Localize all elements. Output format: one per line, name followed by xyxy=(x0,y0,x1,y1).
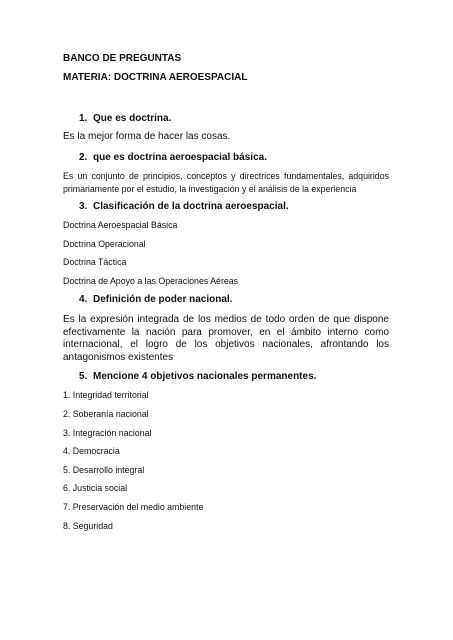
question-1-number: 1. xyxy=(79,113,88,124)
objective-item: 2. Soberanía nacional xyxy=(63,409,149,419)
question-1-answer: Es la mejor forma de hacer las cosas. xyxy=(63,131,231,142)
classification-item: Doctrina Operacional xyxy=(63,239,146,249)
objective-item: 8. Seguridad xyxy=(63,521,113,531)
classification-item: Doctrina de Apoyo a las Operaciones Aéreas xyxy=(63,276,239,286)
question-3-text: Clasificación de la doctrina aeroespacial. xyxy=(93,201,289,212)
question-3-number: 3. xyxy=(79,201,88,212)
classification-item: Doctrina Táctica xyxy=(63,257,127,267)
document-title: BANCO DE PREGUNTAS xyxy=(63,53,182,64)
question-4-number: 4. xyxy=(79,294,88,305)
question-1-heading xyxy=(79,113,171,125)
objective-item: 5. Desarrollo integral xyxy=(63,465,145,475)
objective-item: 3. Integración nacional xyxy=(63,428,152,438)
subject-heading: MATERIA: DOCTRINA AEROESPACIAL xyxy=(63,72,248,83)
question-2-answer: Es un conjunto de principios, conceptos y directrices fundamentales, adquiridos primariamente por el estudio, la investigación y el análisis de la experiencia xyxy=(63,171,389,194)
question-2-number: 2. xyxy=(79,152,88,163)
question-2-text: que es doctrina aeroespacial básica. xyxy=(93,152,267,163)
question-3-heading xyxy=(79,201,289,213)
question-5-number: 5. xyxy=(79,371,88,382)
question-2-heading xyxy=(79,152,267,164)
question-4-heading xyxy=(79,294,232,306)
question-5-heading xyxy=(79,371,316,383)
question-1-text: Que es doctrina. xyxy=(93,113,172,124)
objective-item: 1. Integridad territorial xyxy=(63,390,149,400)
question-4-answer: Es la expresión integrada de los medios de todo orden de que dispone efectivamente la nación para promover, en el ámbito interno como internacional, el logro de los objetivos nacionales, afrontando los antagonismos existentes xyxy=(63,314,389,363)
question-4-text: Definición de poder nacional. xyxy=(93,294,233,305)
classification-item: Doctrina Aeroespacial Básica xyxy=(63,220,178,230)
objective-item: 7. Preservación del medio ambiente xyxy=(63,502,204,512)
objective-item: 6. Justicia social xyxy=(63,483,128,493)
objective-item: 4. Democracia xyxy=(63,446,120,456)
question-5-text: Mencione 4 objetivos nacionales permanentes. xyxy=(93,371,317,382)
